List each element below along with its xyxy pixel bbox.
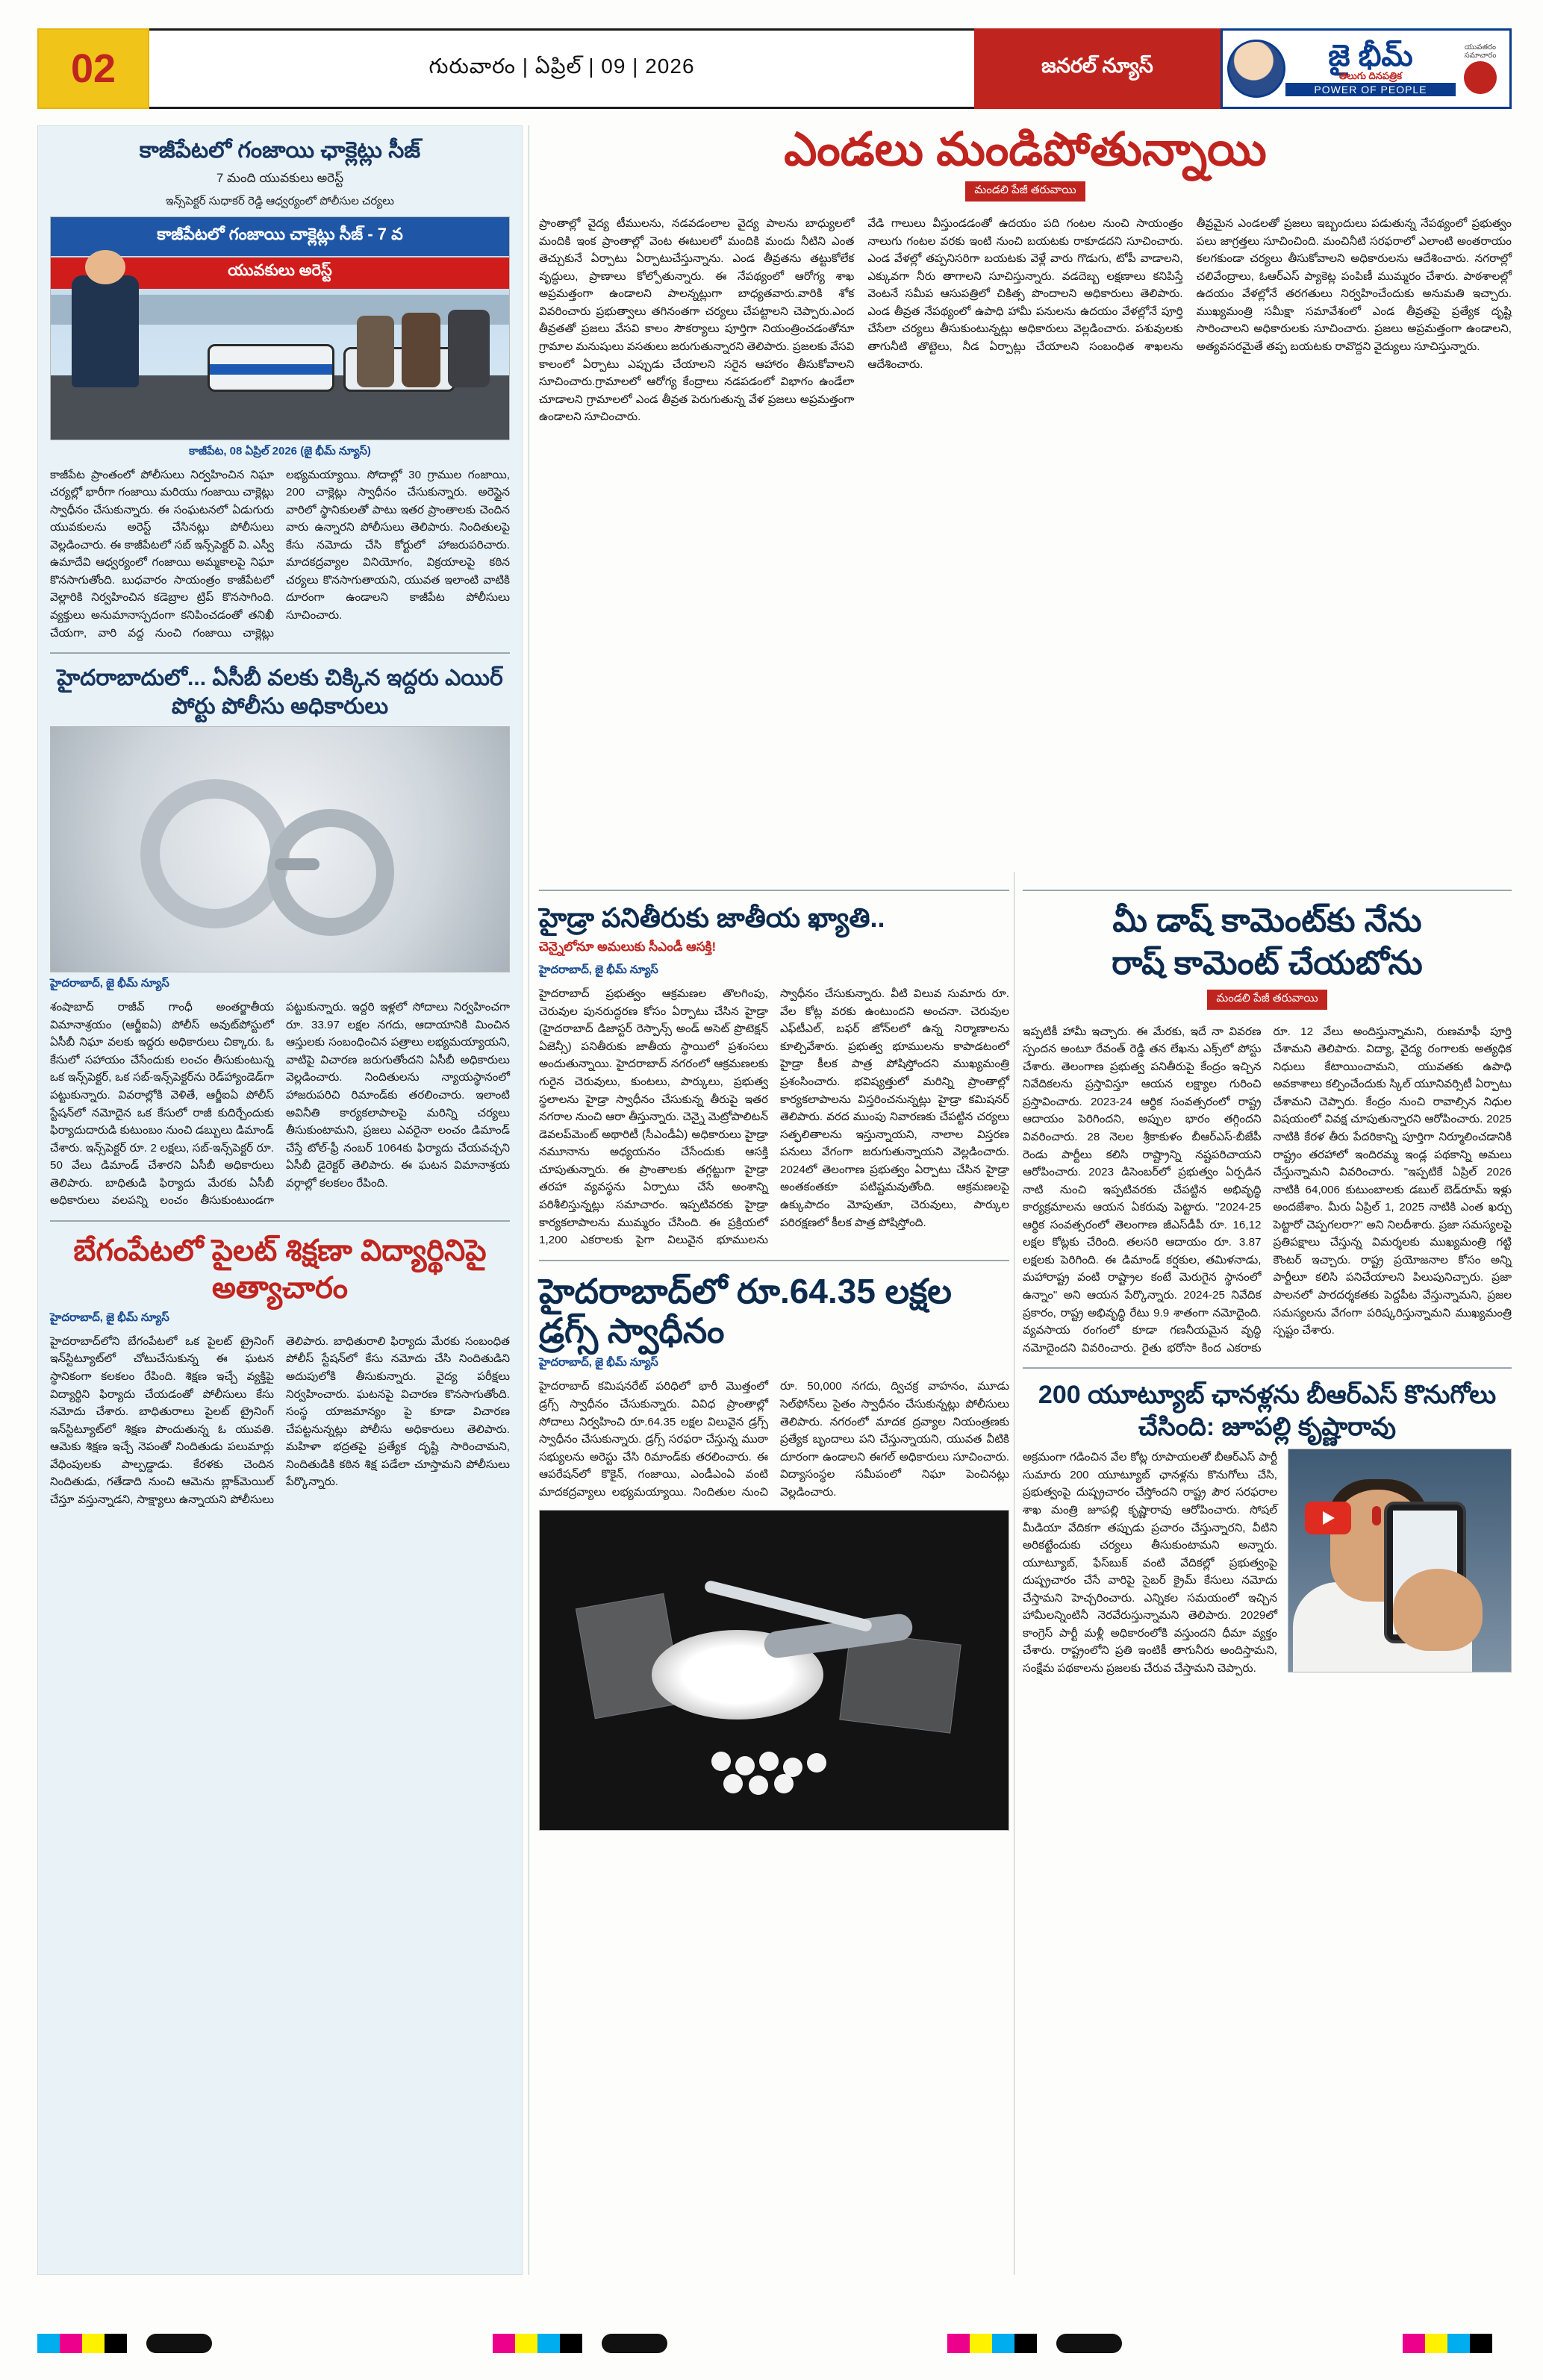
swatch-cyan-2 — [537, 2334, 560, 2353]
lead-col-2: వేడి గాలులు వీస్తుండడంతో ఉదయం పది గంటల నుంచి సాయంత్రం నాలుగు గంటల వరకు ఇంటి నుంచి బయటకు రాకూడదని సూచించారు. ఎండ వేళల్లో తప్పనిసరిగా బయటకు వెళ్లే వారు గొడుగు, టోపీ వాడాలని, ఎక్కువగా నీరు తాగాలని సూచిస్తున్నారు. వడదెబ్బ లక్షణాలు కనిపిస్తే వెంటనే సమీప ఆసుపత్రిలో చికిత్స పొందాలని అధికారులు తెలిపారు. ఎండ తీవ్రత నేపథ్యంలో ఉపాధి హామీ పనులను ఉదయం వేళల్లోనే పూర్తి చేసేలా చర్యలు తీసుకుంటున్నట్లు అధికారులు వెల్లడించారు. పశువులకు తాగునీటి తొట్టెలు, నీడ ఏర్పాట్లు చేయాలని సంబంధిత శాఖలను ఆదేశించారు. — [867, 217, 1183, 371]
swatch-yellow — [82, 2334, 105, 2353]
ganja-poster-image — [50, 216, 510, 440]
swatch-magenta — [60, 2334, 82, 2353]
logo-right-block — [1456, 43, 1505, 94]
comment-body: ఇప్పటికీ హామీ ఇచ్చారు. ఈ మేరకు, ఇదే నా వివరణ స్పందన అంటూ రేవంత్ రెడ్డి తన లేఖను ఎక్స్‌లో పోస్టు చేశారు. తెలంగాణ ప్రభుత్వ పనితీరుపై కేంద్రం ఇచ్చిన నివేదికలను ప్రస్తావిస్తూ ఆయన లక్ష్యాల గురించి ప్రస్తావించారు. 2023-24 ఆర్థిక సంవత్సరంలో రాష్ట్ర ఆదాయం పెరిగిందని, అప్పుల భారం తగ్గిందని వివరించారు. 28 నెలల శ్రీకాకుళం బీఆర్ఎస్-బీజేపీ రెండు పార్టీలు కలిసి రాష్ట్రాన్ని నష్టపరిచాయని ఆరోపించారు. 2023 డిసెంబర్‌లో ప్రభుత్వం ఏర్పడిన నాటి నుంచి ఇప్పటివరకు చేపట్టిన అభివృద్ధి కార్యక్రమాలను ఆయన ఏకరువు పెట్టారు. "2024-25 ఆర్థిక సంవత్సరంలో తెలంగాణ జీఎస్‌డీపీ రూ. 16,12 లక్షల కోట్లకు చేరింది. తలసరి ఆదాయం రూ. 3.87 లక్షలకు పెరిగింది. ఈ డిమాండ్ కర్షకుల, తమిళనాడు, మహారాష్ట్ర వంటి రాష్ట్రాల కంటే మెరుగైన స్థానంలో ఉన్నాం" అని ఆయన పేర్కొన్నారు. 2024-25 నివేదిక ప్రకారం, రాష్ట్ర అభివృద్ధి రేటు 9.9 శాతంగా నమోదైంది. వ్యవసాయ రంగంలో కూడా గణనీయమైన వృద్ధి నమోదైందని వివరించారు. రైతు భరోసా కింద ఎకరాకు రూ. 12 వేలు అందిస్తున్నామని, రుణమాఫీ పూర్తి చేశామని తెలిపారు. విద్యా, వైద్య రంగాలకు అత్యధిక నిధులు కేటాయించామని, యువతకు ఉపాధి అవకాశాలు కల్పించేందుకు స్కిల్ యూనివర్సిటీ ఏర్పాటు చేశామని చెప్పారు. కేంద్రం నుంచి రావాల్సిన నిధుల విషయంలో వివక్ష చూపుతున్నారని ఆరోపించారు. 2025 నాటికి కేరళ తీరు పేదరికాన్ని పూర్తిగా నిర్మూలించడానికి రాష్ట్రం తరహాలో ఇందిరమ్మ ఇండ్ల పథకాన్ని అమలు చేస్తున్నామని వివరించారు. "ఇప్పటికే ఏప్రిల్ 2026 నాటికి 64,006 కుటుంబాలకు డబుల్ బెడ్‌రూమ్ ఇళ్లు అందజేశాం. మీరు ఏప్రిల్ 1, 2025 నాటికి ఎంత ఖర్చు పెట్టారో చెప్పగలరా?" అని నిలదీశారు. ప్రజా సమస్యలపై ప్రతిపక్షాలు చేస్తున్న విమర్శలకు ముఖ్యమంత్రి గట్టి కౌంటర్ ఇచ్చారు. రాష్ట్ర ప్రయోజనాల కోసం అన్ని పార్టీలూ కలిసి పనిచేయాలని పిలుపునిచ్చారు. ప్రజా పాలనలో పారదర్శకతకు పెద్దపీట వేస్తున్నామని, ప్రజల సమస్యలను వేగంగా పరిష్కరిస్తున్నామని ముఖ్యమంత్రి స్పష్టం చేశారు. — [1023, 1025, 1512, 1355]
printer-color-bars — [37, 2331, 1512, 2356]
divider-4 — [539, 1260, 1009, 1261]
drugs-photo — [539, 1510, 1009, 1831]
middle-column — [539, 879, 1009, 1831]
story-pilot — [50, 1232, 510, 1509]
suspect-2-icon — [402, 313, 440, 387]
comment-headline-line-1: మీ డాష్ కామెంట్‌కు నేను — [1112, 902, 1422, 939]
lead-headline: ఎండలు మండిపోతున్నాయి — [784, 124, 1267, 175]
swatch-black — [105, 2334, 127, 2353]
poster-band-text: యువకులు అరెస్ట్ — [51, 257, 509, 289]
divider-5 — [1023, 890, 1512, 891]
color-bar-group-1 — [37, 2334, 127, 2353]
swatch-cyan — [37, 2334, 60, 2353]
page-number: 02 — [70, 46, 116, 91]
ganja-body: కాజీపేట ప్రాంతంలో పోలీసులు నిర్వహించిన నిఘా చర్యల్లో భారీగా గంజాయి మరియు గంజాయి చాక్లెట్లు స్వాధీనం చేసుకున్నారు. ఈ సంఘటనలో ఏడుగురు యువకులను అరెస్ట్ చేసినట్లు పోలీసులు వెల్లడించారు. ఈ కాజీపేటలో సబ్ ఇన్స్‌పెక్టర్ వి. ఎస్వీ ఉమాదేవి ఆధ్వర్యంలో గంజాయి అమ్మకాలపై నిఘా కొనసాగుతోంది. బుధవారం సాయంత్రం కాజీపేటలో వెల్లారికి నిర్వహించిన కడెబ్రాల ట్రిప్ కొనసాగింది. వ్యక్తులు అనుమానాస్పదంగా కనిపించడంతో తనిఖీ చేయగా, వారి వద్ద నుంచి గంజాయి చాక్లెట్లు లభ్యమయ్యాయి. సోదాల్లో 30 గ్రాముల గంజాయి, 200 చాక్లెట్లు స్వాధీనం చేసుకున్నారు. అరెస్టైన వారిలో స్థానికులతో పాటు ఇతర ప్రాంతాలకు చెందిన వారు ఉన్నారని పోలీసులు తెలిపారు. నిందితులపై కేసు నమోదు చేసి కోర్టులో హాజరుపరిచారు. మాదకద్రవ్యాల వినియోగం, విక్రయాలపై కఠిన చర్యలు కొనసాగుతాయని, యువత ఇలాంటి వాటికి దూరంగా ఉండాలని కాజీపేట పోలీసులు సూచించారు. — [50, 468, 510, 640]
youtube-body-wrap — [1023, 1449, 1512, 1677]
hydra-subhead: చెన్నైలోనూ అమలుకు సీఎండీ ఆసక్తి! — [539, 940, 717, 955]
ganja-subhead-2: ఇన్స్‌పెక్టర్ సుధాకర్ రెడ్డి ఆధ్వర్యంలో పోలీసుల చర్యలు — [165, 194, 394, 207]
lead-tag-wrap — [539, 181, 1512, 209]
police-car-icon — [208, 344, 334, 392]
registration-mark-2 — [602, 2334, 667, 2353]
logo-english-tagline: POWER OF PEOPLE — [1285, 83, 1456, 96]
masthead-section-label: జనరల్ న్యూస్ — [974, 28, 1221, 109]
swatch-magenta-4 — [1403, 2334, 1425, 2353]
hydra-body: హైదరాబాద్ ప్రభుత్వం ఆక్రమణల తొలగింపు, చెరువుల పునరుద్ధరణ కోసం ఏర్పాటు చేసిన హైడ్రా (హైదరాబాద్ డిజాస్టర్ రెస్పాన్స్ అండ్ అసెట్ ప్రొటెక్షన్ ఏజెన్సీ) పనితీరుకు జాతీయ స్థాయిలో ప్రశంసలు అందుతున్నాయి. హైదరాబాద్ నగరంలో ఆక్రమణలకు గురైన చెరువులు, కుంటలు, పార్కులు, ప్రభుత్వ స్థలాలను హైడ్రా స్వాధీనం చేసుకున్న తీరుపై ఇతర నగరాల నుంచి ఆరా తీస్తున్నారు. చెన్నై మెట్రోపాలిటన్ డెవలప్‌మెంట్ అథారిటీ (సీఎండీఏ) అధికారులు హైడ్రా నమూనాను అధ్యయనం చేసేందుకు ఆసక్తి చూపుతున్నారు. ఈ ప్రాంతాలకు తగ్గట్టుగా హైడ్రా తరహా వ్యవస్థను ఏర్పాటు చేసే అంశాన్ని పరిశీలిస్తున్నట్లు సమాచారం. ఇప్పటివరకు హైడ్రా కార్యకలాపాలను ముమ్మరం చేసింది. ఈ ప్రక్రియలో 1,200 ఎకరాలకు పైగా విలువైన భూములను స్వాధీనం చేసుకున్నారు. వీటి విలువ సుమారు రూ. వేల కోట్ల వరకు ఉంటుందని అంచనా. చెరువుల ఎఫ్‌టీఎల్, బఫర్ జోన్‌లలో ఉన్న నిర్మాణాలను కూల్చివేశారు. ప్రభుత్వ భూములను కాపాడటంలో హైడ్రా కీలక పాత్ర పోషిస్తోందని ముఖ్యమంత్రి ప్రశంసించారు. భవిష్యత్తులో మరిన్ని ప్రాంతాల్లో కార్యకలాపాలను విస్తరించనున్నట్లు హైడ్రా కమిషనర్ తెలిపారు. వరద ముంపు నివారణకు చేపట్టిన చర్యలు సత్ఫలితాలను ఇస్తున్నాయని, నాలాల విస్తరణ పనులు వేగంగా జరుగుతున్నాయని వెల్లడించారు. 2024లో తెలంగాణ ప్రభుత్వం ఏర్పాటు చేసిన హైడ్రా అంతకంతకూ పటిష్టమవుతోంది. ఆక్రమణలపై ఉక్కుపాదం మోపుతూ, చెరువులు, పార్కుల పరిరక్షణలో కీలక పాత్ర పోషిస్తోంది. — [539, 987, 1009, 1247]
swatch-cyan-3 — [992, 2334, 1014, 2353]
hand-shape — [1393, 1569, 1483, 1651]
hydra-dateline: హైదరాబాద్, జై భీమ్ న్యూస్ — [539, 963, 658, 977]
right-column — [1023, 879, 1512, 1678]
swatch-magenta-3 — [947, 2334, 970, 2353]
registration-mark-1 — [146, 2334, 212, 2353]
story-drugs — [539, 1272, 1009, 1831]
color-bar-group-3 — [947, 2334, 1037, 2353]
color-bar-group-2 — [493, 2334, 582, 2353]
handcuff-ring-1-shape — [140, 779, 290, 928]
handcuff-ring-2-shape — [267, 809, 394, 936]
youtube-body: అక్రమంగా గడించిన వేల కోట్ల రూపాయలతో బీఆర్ఎస్ పార్టీ సుమారు 200 యూట్యూబ్ ఛానళ్లను కొనుగోలు చేసి, ప్రభుత్వంపై దుష్ప్రచారం చేస్తోందని రాష్ట్ర పౌర సరఫరాల శాఖ మంత్రి జూపల్లి కృష్ణారావు ఆరోపించారు. సోషల్ మీడియా వేదికగా తప్పుడు ప్రచారం చేస్తున్నారని, వీటిని అరికట్టేందుకు చర్యలు తీసుకుంటామని అన్నారు. యూట్యూబ్, ఫేస్‌బుక్ వంటి వేదికల్లో ప్రభుత్వంపై దుష్ప్రచారం చేసే వారిపై సైబర్ క్రైమ్ కేసులు నమోదు చేస్తామని హెచ్చరించారు. ఎన్నికల సమయంలో ఇచ్చిన హామీలన్నింటినీ నెరవేరుస్తున్నామని తెలిపారు. 2029లో కాంగ్రెస్ పార్టీ మళ్లీ అధికారంలోకి వస్తుందని ధీమా వ్యక్తం చేశారు. రాష్ట్రంలోని ప్రతి ఇంటికీ తాగునీరు అందిస్తామని, సంక్షేమ పథకాలను ప్రజలకు చేరువ చేస్తామని చెప్పారు. — [1023, 1451, 1277, 1675]
comment-headline-line-2: రాష్ కామెంట్ చేయబోను — [1112, 944, 1423, 981]
handcuffs-image — [50, 726, 510, 972]
drugs-dateline: హైదరాబాద్, జై భీమ్ న్యూస్ — [539, 1356, 658, 1369]
comment-tag-wrap — [1023, 990, 1512, 1017]
swatch-black-4 — [1470, 2334, 1492, 2353]
lead-story — [539, 125, 1512, 426]
logo-subtitle: తెలుగు దినపత్రిక — [1338, 70, 1403, 81]
lead-continuation-tag: మండలి పేజీ తరువాయి — [965, 181, 1085, 202]
acb-body: శంషాబాద్ రాజీవ్ గాంధీ అంతర్జాతీయ విమానాశ్రయం (ఆర్జీఐఏ) పోలీస్ అవుట్‌పోస్టులో ఏసీబీ నిఘా వలకు ఇద్దరు అధికారులు చిక్కారు. ఓ కేసులో సహాయం చేసేందుకు లంచం తీసుకుంటున్న ఒక ఇన్స్‌పెక్టర్, ఒక సబ్-ఇన్స్‌పెక్టర్‌ను రెడ్‌హ్యాండెడ్‌గా పట్టుకున్నారు. వివరాల్లోకి వెళితే, ఆర్జీఐఏ పోలీస్ స్టేషన్‌లో నమోదైన ఒక కేసులో రాజీ కుదిర్చేందుకు ఫిర్యాదుదారుడి కుటుంబం నుంచి డబ్బులు డిమాండ్ చేశారు. ఇన్స్‌పెక్టర్ రూ. 2 లక్షలు, సబ్-ఇన్స్‌పెక్టర్ రూ. 50 వేలు డిమాండ్ చేశారని ఏసీబీ అధికారులు తెలిపారు. బాధితుడి ఫిర్యాదు మేరకు ఏసీబీ అధికారులు వలపన్ని లంచం తీసుకుంటుండగా పట్టుకున్నారు. ఇద్దరి ఇళ్లలో సోదాలు నిర్వహించగా రూ. 33.97 లక్షల నగదు, ఆదాయానికి మించిన ఆస్తులకు సంబంధించిన పత్రాలు లభ్యమయ్యాయని, వాటిపై విచారణ జరుగుతోందని ఏసీబీ అధికారులు వెల్లడించారు. నిందితులను న్యాయస్థానంలో హాజరుపరిచి రిమాండ్‌కు తరలించారు. ఇలాంటి అవినీతి కార్యకలాపాలపై మరిన్ని చర్యలు తీసుకుంటామని, ప్రజలు ఎవరైనా లంచం డిమాండ్ చేస్తే టోల్-ఫ్రీ నంబర్ 1064కు ఫిర్యాదు చేయవచ్చని ఏసీబీ డైరెక్టర్ తెలిపారు. ఈ ఘటన విమానాశ్రయ వర్గాల్లో కలకలం రేపింది. — [50, 1001, 510, 1208]
registration-mark-3 — [1056, 2334, 1122, 2353]
logo-title: జై భీమ్ — [1328, 40, 1413, 72]
masthead-date: గురువారం | ఏప్రిల్ | 09 | 2026 — [149, 28, 974, 109]
suspect-1-icon — [448, 310, 490, 387]
story-acb — [50, 664, 510, 1210]
swatch-magenta-2 — [493, 2334, 515, 2353]
swatch-yellow-2 — [515, 2334, 537, 2353]
story-comment — [1023, 902, 1512, 1357]
police-officer-icon — [72, 275, 139, 387]
divider-2 — [50, 1220, 510, 1222]
pilot-dateline: హైదరాబాద్, జై భీమ్ న్యూస్ — [50, 1311, 169, 1324]
logo-right-caption: యువతరం సమాచారం — [1464, 43, 1497, 60]
syringe-icon — [703, 1580, 873, 1633]
hydra-headline: హైడ్రా పనితీరుకు జాతీయ ఖ్యాతి.. — [539, 902, 885, 933]
page-content — [37, 125, 1512, 2275]
masthead — [37, 28, 1512, 109]
acb-headline: హైదరాబాదులో... ఏసీబీ వలకు చిక్కిన ఇద్దరు ఎయిర్ పోర్టు పోలీసు అధికారులు — [57, 666, 503, 719]
minister-photo — [1288, 1449, 1512, 1672]
story-youtube — [1023, 1379, 1512, 1677]
youtube-logo-icon — [1305, 1502, 1351, 1534]
logo-text-block — [1285, 41, 1456, 96]
story-ganja — [50, 137, 510, 642]
swatch-black-2 — [560, 2334, 582, 2353]
handcuff-chain-shape — [275, 858, 319, 870]
story-hydra — [539, 902, 1009, 1249]
newspaper-logo — [1221, 28, 1512, 109]
swatch-black-3 — [1014, 2334, 1037, 2353]
comment-continuation-tag: మండలి పేజీ తరువాయి — [1207, 990, 1327, 1010]
youtube-headline: 200 యూట్యూబ్ ఛానళ్లను బీఆర్ఎస్ కొనుగోలు చేసింది: జూపల్లి కృష్ణారావు — [1038, 1381, 1497, 1441]
ganja-dateline: కాజీపేట, 08 ఏప్రిల్ 2026 (జై భీమ్ న్యూస్) — [189, 444, 371, 457]
tilak-icon — [1372, 1506, 1381, 1525]
lead-col-3: తీవ్రమైన ఎండలతో ప్రజలు ఇబ్బందులు పడుతున్న నేపథ్యంలో ప్రభుత్వం పలు జాగ్రత్తలు సూచించింది. మంచినీటి సరఫరాలో ఎలాంటి అంతరాయం కలగకుండా చర్యలు తీసుకోవాలని అధికారులను ఆదేశించారు. నగరాల్లో చలివేంద్రాలు, ఓఆర్ఎస్ ప్యాకెట్ల పంపిణీ ముమ్మరం చేశారు. పాఠశాలల్లో ఉదయం వేళల్లోనే తరగతులు నిర్వహించేందుకు అనుమతి ఇచ్చారు. ముఖ్యమంత్రి సమీక్షా సమావేశంలో ఎండ తీవ్రతపై ప్రత్యేక దృష్టి సారించాలని అధికారులకు సూచించారు. ప్రజలు అప్రమత్తంగా ఉండాలని, అత్యవసరమైతే తప్ప బయటకు రావొద్దని వైద్యులు సూచిస్తున్నారు. — [1196, 217, 1512, 354]
swatch-yellow-4 — [1425, 2334, 1447, 2353]
page-number-box — [37, 28, 149, 109]
lead-columns — [539, 215, 1512, 426]
ganja-headline: కాజీపేటలో గంజాయి ఛాక్లెట్లు సీజ్ — [139, 138, 421, 163]
left-column — [37, 125, 523, 2275]
poster-top-text: కాజీపేటలో గంజాయి చాక్లెట్లు సీజ్ - 7 వ — [51, 217, 509, 256]
ganja-subhead: 7 మంది యువకులు అరెస్ట్ — [216, 170, 344, 185]
lead-col-1: ప్రాంతాల్లో వైద్య టీములను, నడవడంలాల వైద్య పాలను బాధ్యులలో మందికి ఇంక ప్రాంతాల్లో వెంట ఈటులలో మందికి మందు నీటిని ఎంత తెచ్చుకునే ఏర్పాటు ఏర్పాటుచేస్తున్నాను. ఎండ తీవ్రతను తట్టుకోలేక వృద్ధులు, ప్రాణాలు కోల్పోతున్నారు. ఈ నేపథ్యంలో ఆరోగ్య శాఖ అప్రమత్తంగా ఉండాలని పాలన్నట్లుగా బాధ్యతవారు.వారికి శోక వివరించారు ప్రభుత్వాలు తగినంతగా చర్యలు చేపట్టాలని చెప్పారు.ఎంద తీవ్రతతో ప్రజలు వేసవి కాలం సౌకర్యాలు పూర్తిగా నియంత్రించడంతోనూ గ్రామాల మనుషులు వసతులు జరుగుతున్నారని తెలిపారు. ప్రజలకు వేసవి కాలంలో ఏర్పాటు ఎప్పుడు చేయాలని సరైన ఆహారం తీసుకోవాలని సూచించారు.గ్రామాలలో ఆరోగ్య కేంద్రాలు నడపడంలో విభాగం ఉండేలా చూడాలని గ్రామాలలో ఎండ తీవ్రత పెరుగుతున్న వేళ ప్రజలు అప్రమత్తంగా ఉండాలని సూచించారు. — [539, 217, 855, 424]
divider-1 — [50, 652, 510, 654]
logo-stamp-icon — [1464, 61, 1497, 94]
swatch-cyan-4 — [1447, 2334, 1470, 2353]
color-bar-group-4 — [1403, 2334, 1492, 2353]
pilot-headline: బేగంపేటలో పైలట్ శిక్షణా విద్యార్థినిపై అత్యాచారం — [73, 1234, 487, 1305]
divider-6 — [1023, 1367, 1512, 1369]
pills-group — [711, 1752, 846, 1796]
acb-dateline: హైదరాబాద్, జై భీమ్ న్యూస్ — [50, 977, 169, 990]
divider-3 — [539, 890, 1009, 891]
suspect-3-icon — [357, 316, 394, 387]
drugs-body: హైదరాబాద్ కమిషనరేట్ పరిధిలో భారీ మొత్తంలో డ్రగ్స్ స్వాధీనం చేసుకున్నారు. వివిధ ప్రాంతాల్లో సోదాలు నిర్వహించి రూ.64.35 లక్షల విలువైన డ్రగ్స్ స్వాధీనం చేసుకున్నారు. డ్రగ్స్ సరఫరా చేస్తున్న ముఠా సభ్యులను అరెస్టు చేసి రిమాండ్‌కు తరలించారు. ఈ ఆపరేషన్‌లో కొకైన్, గంజాయి, ఎండీఎంఏ వంటి మాదకద్రవ్యాలు లభ్యమయ్యాయి. నిందితుల నుంచి రూ. 50,000 నగదు, ద్విచక్ర వాహనం, మూడు సెల్‌ఫోన్‌లు సైతం స్వాధీనం చేసుకున్నట్లు పోలీసులు తెలిపారు. నగరంలో మాదక ద్రవ్యాల నియంత్రణకు ప్రత్యేక బృందాలు పని చేస్తున్నాయని, యువత వీటికి దూరంగా ఉండాలని ఈగల్ అధికారులు సూచించారు. విద్యాసంస్థల సమీపంలో నిఘా పెంచినట్లు వెల్లడించారు. — [539, 1380, 1009, 1499]
drugs-headline: హైదరాబాద్‌లో రూ.64.35 లక్షల డ్రగ్స్ స్వాధీనం — [539, 1271, 952, 1350]
ambedkar-portrait-icon — [1227, 40, 1285, 98]
swatch-yellow-3 — [970, 2334, 992, 2353]
pilot-body: హైదరాబాద్‌లోని బేగంపేటలో ఒక పైలట్ ట్రైనింగ్ ఇన్‌స్టిట్యూట్‌లో చోటుచేసుకున్న ఈ ఘటన స్థానికంగా కలకలం రేపింది. శిక్షణ ఇచ్చే వ్యక్తిపై విద్యార్థిని ఫిర్యాదు చేయడంతో పోలీసులు కేసు నమోదు చేశారు. బాధితురాలు పైలట్ ట్రైనింగ్ ఇన్‌స్టిట్యూట్‌లో శిక్షణ పొందుతున్న ఓ యువతి. ఆమెకు శిక్షణ ఇచ్చే నెపంతో నిందితుడు పలుమార్లు వేధింపులకు పాల్పడ్డాడు. కేరళకు చెందిన నిందితుడు, గతేడాది నుంచి ఆమెను బ్లాక్‌మెయిల్ చేస్తూ వస్తున్నాడని, సాక్ష్యాలు ఉన్నాయని పోలీసులు తెలిపారు. బాధితురాలి ఫిర్యాదు మేరకు సంబంధిత పోలీస్ స్టేషన్‌లో కేసు నమోదు చేసి నిందితుడిని అదుపులోకి తీసుకున్నారు. వైద్య పరీక్షలు నిర్వహించారు. ఘటనపై విచారణ కొనసాగుతోంది. సంస్థ యాజమాన్యం పై కూడా విచారణ చేపట్టనున్నట్లు పోలీసు అధికారులు తెలిపారు. మహిళా భద్రతపై ప్రత్యేక దృష్టి సారించామని, నిందితుడికి కఠిన శిక్ష పడేలా చూస్తామని పోలీసులు పేర్కొన్నారు. — [50, 1334, 510, 1506]
